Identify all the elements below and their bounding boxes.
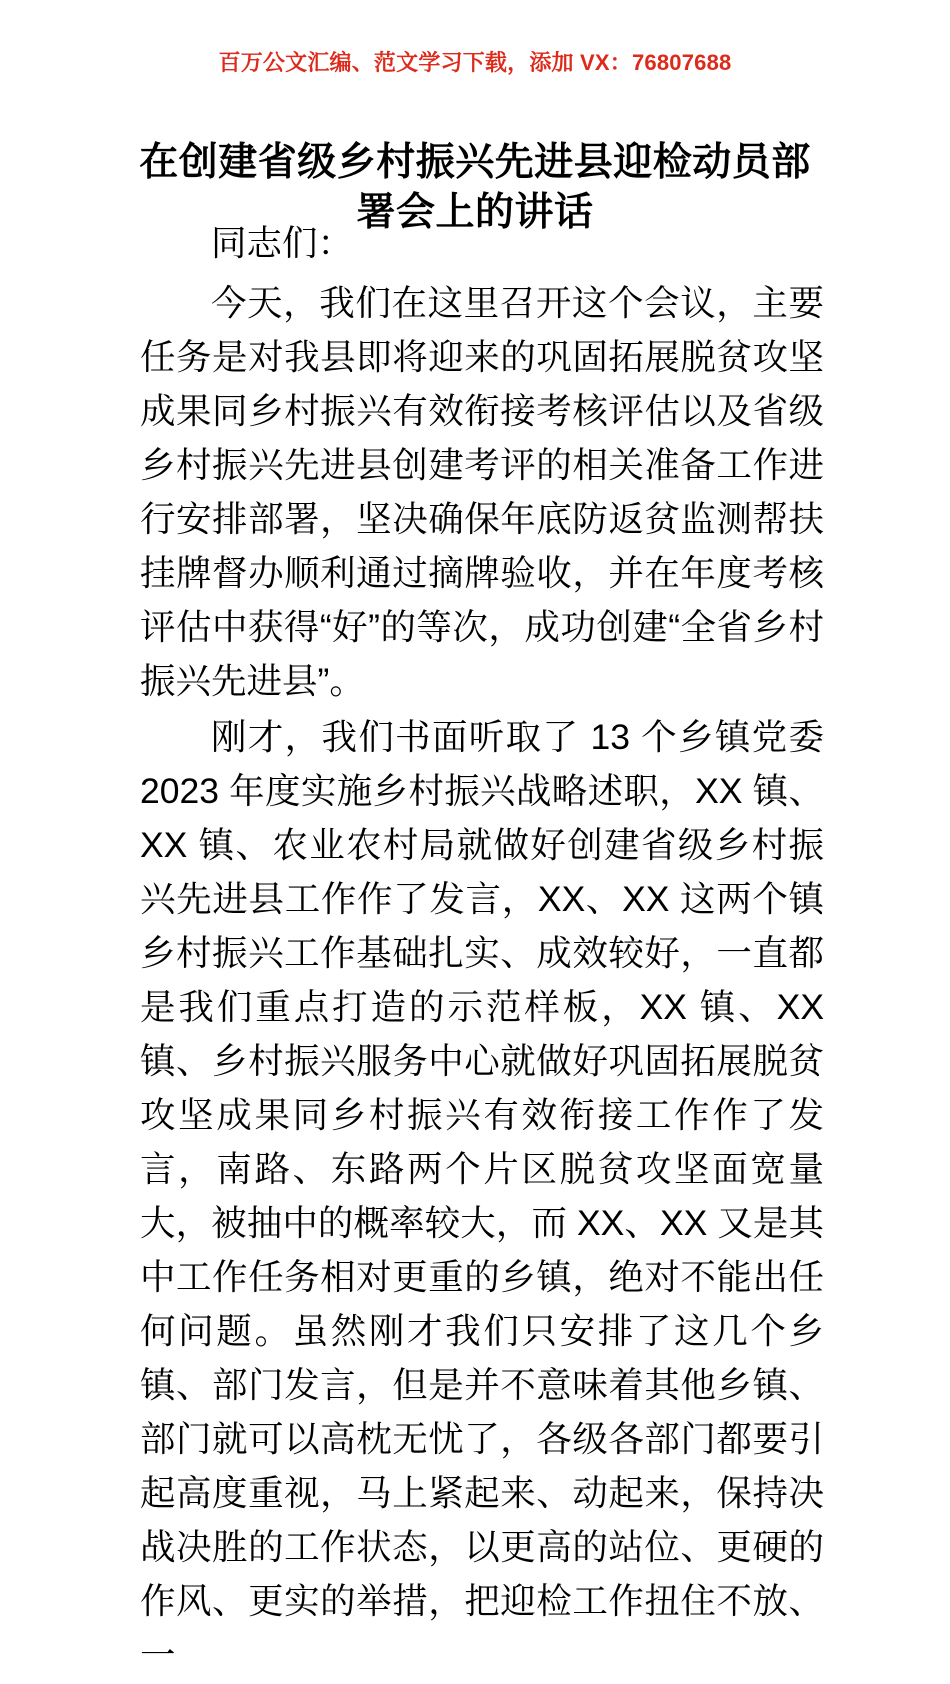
- paragraph-1: 今天，我们在这里召开这个会议，主要任务是对我县即将迎来的巩固拓展脱贫攻坚成果同乡村振兴有效衔接考核评估以及省级乡村振兴先进县创建考评的相关准备工作进行安排部署，坚决确保年底防返贫监测帮扶挂牌督办顺利通过摘牌验收，并在年度考核评估中获得“好”的等次，成功创建“全省乡村振兴先进县”。: [140, 283, 824, 701]
- paragraph-salutation: 同志们：: [211, 223, 354, 263]
- promo-banner-text: 百万公文汇编、范文学习下载，添加 VX：76807688: [218, 50, 732, 75]
- paragraph-2: 刚才，我们书面听取了 13 个乡镇党委 2023 年度实施乡村振兴战略述职，XX 镇、XX 镇、农业农村局就做好创建省级乡村振兴先进县工作作了发言，XX、XX 这两个镇乡村振兴工作基础扎实、成效较好，一直都是我们重点打造的示范样板，XX 镇、XX 镇、乡村振兴服务中心就做好巩固拓展脱贫攻坚成果同乡村振兴有效衔接工作作了发言，南路、东路两个片区脱贫攻坚面宽量大，被抽中的概率较大，而 XX、XX 又是其中工作任务相对更重的乡镇，绝对不能出任何问题。虽然刚才我们只安排了这几个乡镇、部门发言，但是并不意味着其他乡镇、部门就可以高枕无忧了，各级各部门都要引起高度重视，马上紧起来、动起来，保持决战决胜的工作状态，以更高的站位、更硬的作风、更实的举措，把迎检工作扭住不放、一: [140, 717, 824, 1675]
- page-title: 在创建省级乡村振兴先进县迎检动员部署会上的讲话: [139, 141, 811, 235]
- promo-banner: [0, 48, 950, 81]
- document-body: [140, 216, 824, 1684]
